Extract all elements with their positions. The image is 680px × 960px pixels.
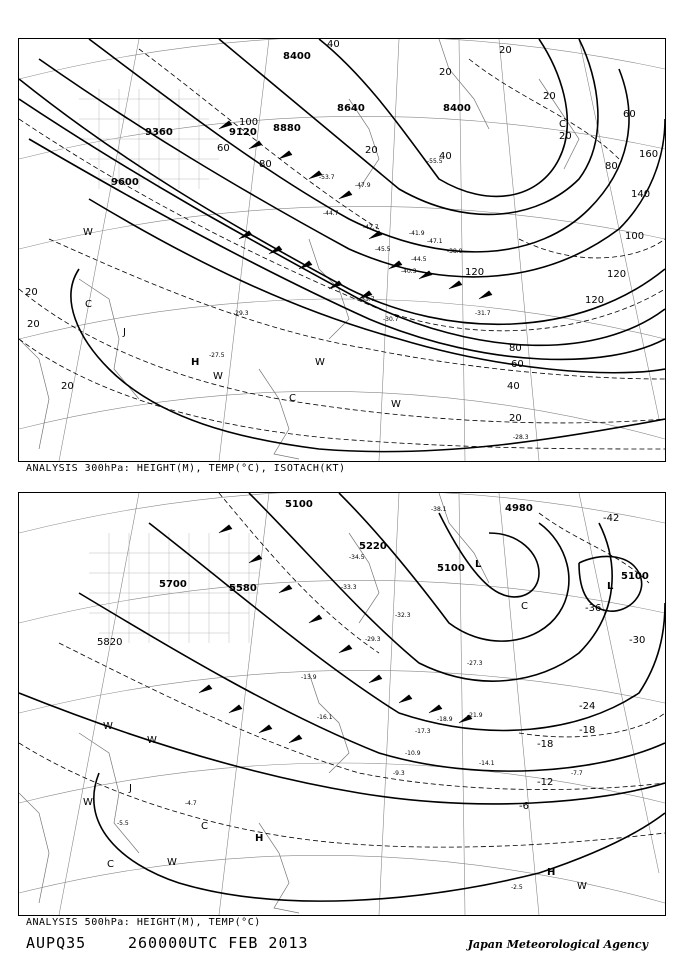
isotach-label: 20: [559, 131, 572, 142]
isotach-label: 80: [509, 343, 522, 354]
temp-label: -14.1: [479, 760, 495, 767]
temp-label: -27.5: [209, 352, 225, 359]
temp-label: -9.3: [393, 770, 405, 777]
temp-label: -7.7: [571, 770, 583, 777]
isotach-label: 20: [365, 145, 378, 156]
height-label: 5580: [229, 583, 257, 594]
height-label: 9360: [145, 127, 173, 138]
isotach-label: 160: [639, 149, 659, 160]
temp-label: -41.9: [409, 230, 425, 237]
isotach-label: 120: [585, 295, 605, 306]
isotach-label: 20: [25, 287, 38, 298]
temp-label: -17.3: [415, 728, 431, 735]
temp-label: -42.7: [363, 224, 379, 231]
temp-label: -21.9: [467, 712, 483, 719]
temp-label: -44.7: [323, 210, 339, 217]
temp-label: -38.1: [431, 506, 447, 513]
isotherm-label: -18: [537, 739, 554, 750]
temp-label: -5.5: [117, 820, 129, 827]
low-pressure-symbol: L: [607, 581, 614, 592]
chart-id: AUPQ35: [26, 934, 87, 952]
height-label: 5700: [159, 579, 187, 590]
temp-label: -13.9: [301, 674, 317, 681]
temp-label: -47.9: [355, 182, 371, 189]
temp-label: -18.9: [437, 716, 453, 723]
caption-300hpa: ANALYSIS 300hPa: HEIGHT(M), TEMP(°C), ISOTACH(KT): [26, 463, 346, 474]
temp-label: -47.1: [427, 238, 443, 245]
high-pressure-symbol: H: [547, 867, 556, 878]
temp-label: -55.5: [427, 158, 443, 165]
isotherm-label: -36: [585, 603, 602, 614]
isotach-label: 20: [509, 413, 522, 424]
isotach-label: 140: [631, 189, 651, 200]
warm-symbol: W: [577, 881, 587, 892]
jet-symbol: J: [129, 783, 132, 794]
isotherm-label: -12: [537, 777, 554, 788]
isotach-label: 20: [61, 381, 74, 392]
isotach-label: 100: [239, 117, 259, 128]
cold-symbol: C: [201, 821, 208, 832]
temp-label: -32.3: [395, 612, 411, 619]
isotherm-label: -30: [629, 635, 646, 646]
height-label: 9120: [229, 127, 257, 138]
height-label: 5820: [97, 637, 123, 648]
height-contours: [19, 39, 665, 452]
height-label: 8400: [443, 103, 471, 114]
isotherm-label: -24: [579, 701, 596, 712]
warm-symbol: W: [315, 357, 325, 368]
graticule: [19, 493, 665, 915]
isotherm-label: -42: [603, 513, 620, 524]
jet-symbol: J: [123, 327, 126, 338]
height-contours: [19, 493, 665, 901]
height-label: 5100: [437, 563, 465, 574]
temp-label: -27.3: [467, 660, 483, 667]
isotherm-label: -18: [579, 725, 596, 736]
high-pressure-symbol: H: [255, 833, 264, 844]
isotach-label: 20: [543, 91, 556, 102]
height-label: 5100: [285, 499, 313, 510]
isotach-label: 40: [507, 381, 520, 392]
high-pressure-symbol: H: [191, 357, 200, 368]
isotach-label: 60: [217, 143, 230, 154]
low-pressure-symbol: L: [475, 559, 482, 570]
valid-time: 260000UTC FEB 2013: [128, 934, 309, 952]
cold-symbol: C: [521, 601, 528, 612]
map-500hpa: [19, 493, 665, 915]
temp-label: -45.5: [375, 246, 391, 253]
temp-label: -40.3: [401, 268, 417, 275]
temp-label: -16.1: [317, 714, 333, 721]
temp-label: -29.3: [233, 310, 249, 317]
cold-symbol: C: [107, 859, 114, 870]
temp-label: -28.3: [513, 434, 529, 441]
cold-symbol: C: [289, 393, 296, 404]
coastlines: [19, 493, 489, 913]
temp-label: -4.7: [185, 800, 197, 807]
chart-300hpa: [18, 38, 666, 462]
temp-label: -38.9: [447, 248, 463, 255]
warm-symbol: W: [83, 227, 93, 238]
isotach-label: 20: [27, 319, 40, 330]
isotach-label: 80: [605, 161, 618, 172]
temp-label: -44.5: [411, 256, 427, 263]
cold-symbol: C: [559, 119, 566, 130]
temp-label: -30.7: [383, 316, 399, 323]
height-label: 5220: [359, 541, 387, 552]
height-label: 9600: [111, 177, 139, 188]
warm-symbol: W: [83, 797, 93, 808]
warm-symbol: W: [147, 735, 157, 746]
height-label: 8400: [283, 51, 311, 62]
isotach-label: 120: [465, 267, 485, 278]
warm-symbol: W: [391, 399, 401, 410]
temp-label: -2.5: [511, 884, 523, 891]
isotach-label: 100: [625, 231, 645, 242]
height-label: 8880: [273, 123, 301, 134]
caption-500hpa: ANALYSIS 500hPa: HEIGHT(M), TEMP(°C): [26, 917, 261, 928]
map-300hpa: [19, 39, 665, 461]
isotherm-lines: [19, 493, 665, 847]
isotach-label: 40: [327, 39, 340, 50]
warm-symbol: W: [213, 371, 223, 382]
height-label: 5100: [621, 571, 649, 582]
isotach-label: 40: [439, 151, 452, 162]
isotach-label: 120: [607, 269, 627, 280]
chart-500hpa: [18, 492, 666, 916]
warm-symbol: W: [103, 721, 113, 732]
height-label: 4980: [505, 503, 533, 514]
temp-label: -10.9: [405, 750, 421, 757]
temp-label: -53.7: [319, 174, 335, 181]
isotach-label: 60: [511, 359, 524, 370]
height-label: 8640: [337, 103, 365, 114]
agency-credit: Japan Meteorological Agency: [467, 938, 648, 951]
warm-symbol: W: [167, 857, 177, 868]
temp-label: -31.7: [475, 310, 491, 317]
temp-label: -34.5: [349, 554, 365, 561]
isotherm-label: -6: [519, 801, 529, 812]
isotach-label: 60: [623, 109, 636, 120]
temp-label: -33.3: [341, 584, 357, 591]
temp-label: -33.7: [359, 296, 375, 303]
wind-barbs: [199, 525, 472, 743]
temp-label: -29.3: [365, 636, 381, 643]
cold-symbol: C: [85, 299, 92, 310]
isotach-label: 80: [259, 159, 272, 170]
isotach-label: 20: [439, 67, 452, 78]
isotach-label: 20: [499, 45, 512, 56]
